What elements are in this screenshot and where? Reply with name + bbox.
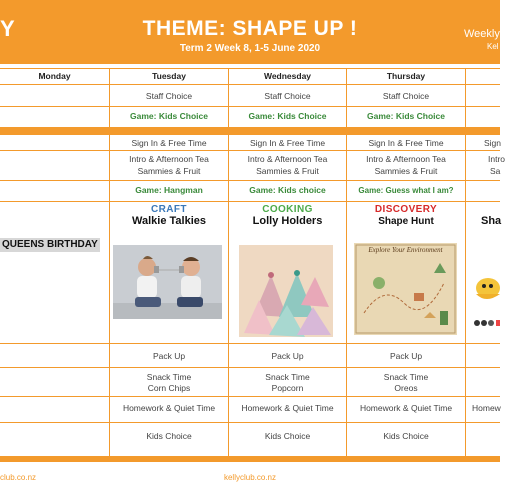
wednesday-game-kids-choice-2: Game: Kids choice [249, 185, 326, 195]
kelly-label: Kel [487, 42, 499, 51]
wednesday-category-cooking: COOKING [262, 204, 313, 215]
logo-fragment: Y [0, 16, 15, 41]
grid-line [0, 84, 500, 85]
tuesday-sammies: Sammies & Fruit [137, 166, 201, 176]
grid-line [0, 106, 500, 107]
wednesday-staff-choice: Staff Choice [264, 91, 311, 101]
wednesday-pack-up: Pack Up [271, 351, 304, 361]
tuesday-activity: Walkie Talkies [132, 215, 206, 227]
thursday-sammies: Sammies & Fruit [374, 166, 438, 176]
page-title: THEME: SHAPE UP ! [142, 17, 358, 40]
wednesday-sammies: Sammies & Fruit [256, 166, 319, 176]
day-header-thursday: Thursday [386, 71, 426, 81]
thursday-homework: Homework & Quiet Time [359, 403, 453, 413]
day-header-wednesday: Wednesday [263, 71, 312, 81]
wednesday-snack-time: Snack Time [265, 372, 310, 382]
thursday-category-discovery: DISCOVERY [374, 204, 438, 215]
grid-line [0, 180, 500, 181]
lolly-holders-photo [239, 245, 333, 337]
wednesday-snack-item: Popcorn [271, 383, 304, 393]
friday-sammies: Sa [490, 166, 501, 176]
footer-url[interactable]: kellyclub.co.nz [223, 473, 277, 482]
grid-line [0, 68, 500, 69]
friday-intro: Intro [488, 154, 505, 164]
tuesday-homework: Homework & Quiet Time [122, 403, 216, 413]
grid-line [0, 367, 500, 368]
day-header-monday: Monday [38, 71, 71, 81]
weekly-label: Weekly [464, 28, 500, 40]
page-subtitle: Term 2 Week 8, 1-5 June 2020 [179, 43, 321, 54]
grid-line [465, 68, 466, 456]
grid-line [0, 201, 500, 202]
tuesday-intro: Intro & Afternoon Tea [129, 154, 209, 164]
friday-sign-in: Sign [484, 138, 502, 148]
grid-line [228, 68, 229, 456]
grid-line [109, 68, 110, 456]
divider-band [0, 127, 500, 135]
friday-homework: Homew [472, 403, 501, 413]
grid-line [0, 150, 500, 151]
friday-shape-dots [473, 318, 500, 328]
grid-line [346, 68, 347, 456]
thursday-activity: Shape Hunt [378, 216, 434, 227]
friday-activity: Sha [481, 215, 502, 227]
thursday-game-kids-choice: Game: Kids Choice [367, 111, 445, 121]
grid-line [0, 396, 500, 397]
bottom-band [0, 456, 500, 462]
header-banner [0, 0, 500, 64]
tuesday-snack-time: Snack Time [146, 372, 192, 382]
thursday-snack-item: Oreos [394, 383, 418, 393]
tuesday-sign-in: Sign In & Free Time [131, 138, 207, 148]
wednesday-game-kids-choice: Game: Kids Choice [248, 111, 327, 121]
shape-hunt-map [354, 243, 457, 335]
tuesday-pack-up: Pack Up [152, 351, 186, 361]
thursday-snack-time: Snack Time [383, 372, 429, 382]
thursday-sign-in: Sign In & Free Time [368, 138, 444, 148]
walkie-talkies-photo [113, 245, 222, 319]
grid-line [0, 343, 500, 344]
wednesday-sign-in: Sign In & Free Time [249, 138, 326, 148]
thursday-pack-up: Pack Up [389, 351, 423, 361]
map-title-text: Explore Your Environment [368, 246, 443, 254]
thursday-intro: Intro & Afternoon Tea [366, 154, 446, 164]
wednesday-intro: Intro & Afternoon Tea [247, 154, 328, 164]
tuesday-kids-choice: Kids Choice [146, 431, 192, 441]
queens-birthday-label: QUEENS BIRTHDAY [2, 239, 98, 250]
tuesday-game-hangman: Game: Hangman [135, 185, 203, 195]
tuesday-category-craft: CRAFT [151, 204, 187, 215]
wednesday-homework: Homework & Quiet Time [241, 403, 334, 413]
thursday-game-guess: Game: Guess what I am? [358, 186, 454, 195]
tuesday-game-kids-choice: Game: Kids Choice [130, 111, 208, 121]
thursday-kids-choice: Kids Choice [383, 431, 429, 441]
tuesday-snack-item: Corn Chips [147, 383, 191, 393]
thursday-staff-choice: Staff Choice [382, 91, 430, 101]
friday-shape-character [470, 272, 500, 312]
tuesday-staff-choice: Staff Choice [145, 91, 193, 101]
wednesday-kids-choice: Kids Choice [264, 431, 311, 441]
footer-left-text: club.co.nz [0, 473, 37, 482]
grid-line [0, 422, 500, 423]
day-header-tuesday: Tuesday [152, 71, 186, 81]
wednesday-activity: Lolly Holders [252, 215, 323, 227]
